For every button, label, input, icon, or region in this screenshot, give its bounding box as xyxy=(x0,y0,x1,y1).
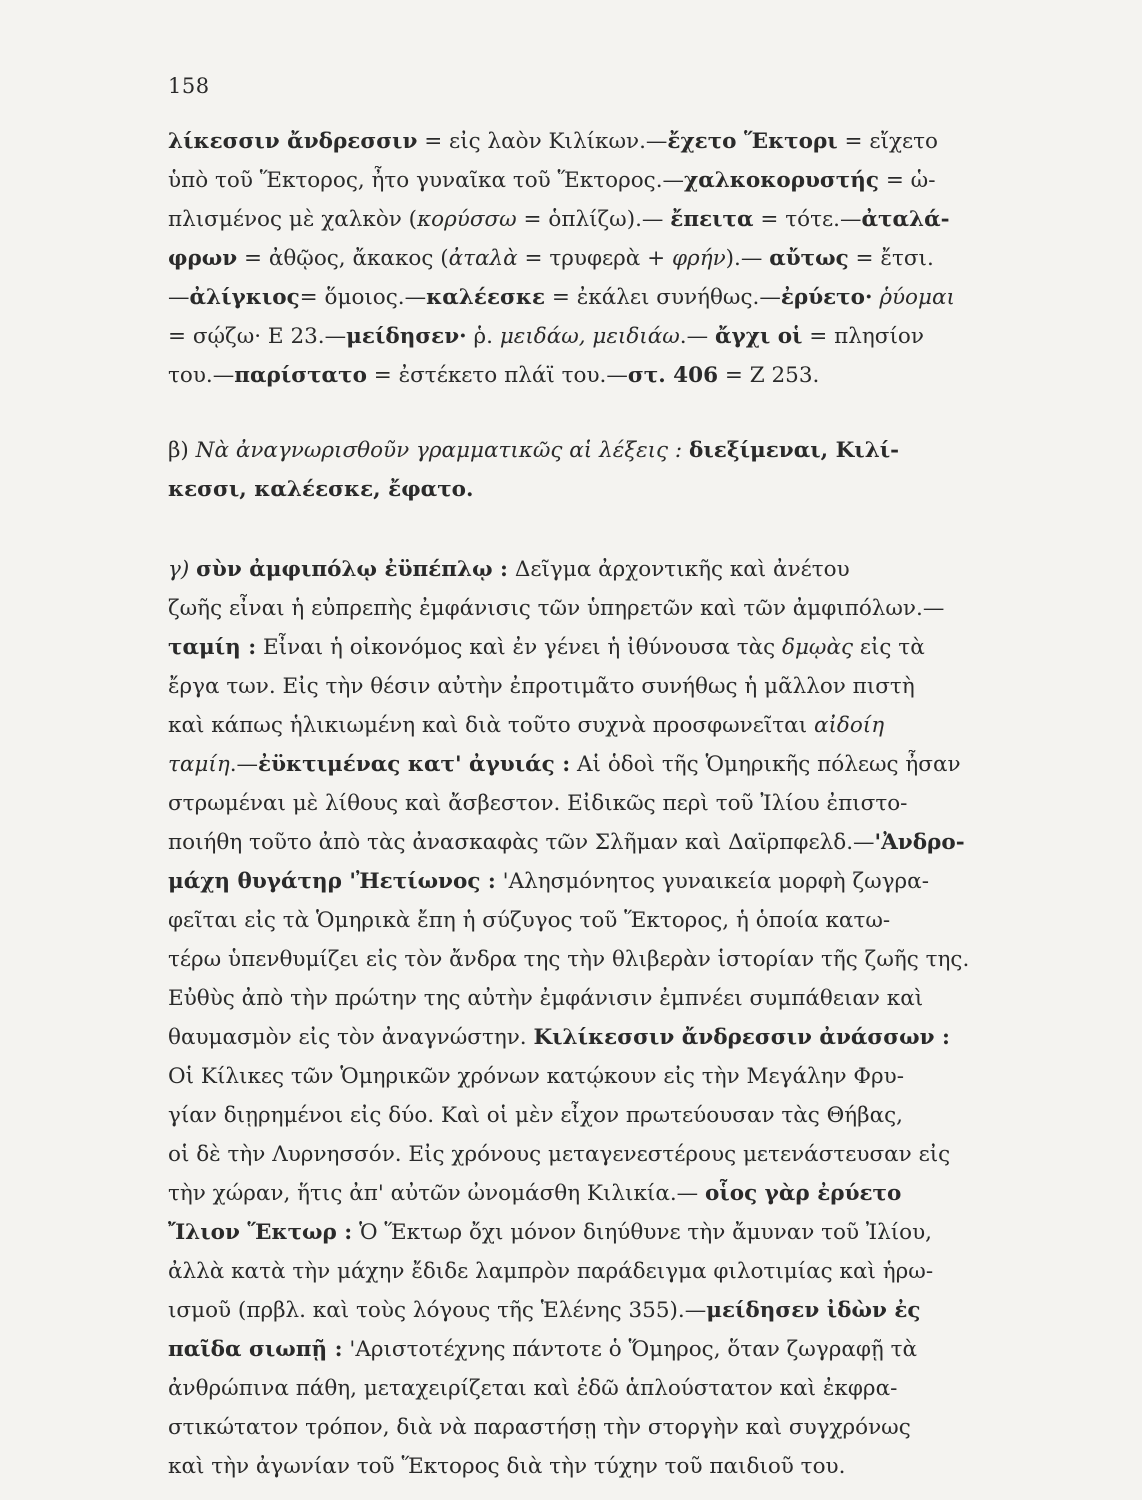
bold-term: ταμίη : xyxy=(168,635,257,660)
italic-text: κορύσσω xyxy=(417,207,517,232)
text-run: 'Αριστοτέχνης πάντοτε ὁ Ὅμηρος, ὅταν ζωγραφῇ τὰ xyxy=(342,1337,918,1362)
section-c-line xyxy=(168,750,990,780)
text-run: ποιήθη τοῦτο ἀπὸ τὰς ἀνασκαφὰς τῶν Σλῆμαν καὶ Δαϊρπφελδ.— xyxy=(168,830,875,855)
section-c-line xyxy=(168,1335,990,1365)
section-b-line xyxy=(168,475,990,505)
bold-term: 'Ἀνδρο- xyxy=(874,830,965,855)
section-c-line xyxy=(168,1140,990,1170)
section-c-line xyxy=(168,984,990,1014)
section-c-line xyxy=(168,1023,990,1053)
bold-term: Ἴλιον Ἕκτωρ : xyxy=(168,1220,353,1245)
text-run: = ἐστέκετο πλάϊ του.— xyxy=(366,363,628,388)
bold-term: παῖδα σιωπῇ : xyxy=(168,1337,343,1362)
text-run: Αἱ ὁδοὶ τῆς Ὁμηρικῆς πόλεως ἦσαν xyxy=(570,752,961,777)
text-run: ἀλλὰ κατὰ τὴν μάχην ἔδιδε λαμπρὸν παράδειγμα φιλοτιμίας καὶ ἡρω- xyxy=(168,1259,934,1284)
bold-term: φρων xyxy=(168,246,238,271)
text-run: ισμοῦ (πρβλ. καὶ τοὺς λόγους τῆς Ἑλένης 355).— xyxy=(168,1298,707,1323)
italic-text: αἰδοίη xyxy=(813,713,885,738)
bold-term: διεξίμεναι, Κιλί- xyxy=(689,438,900,463)
section-c-line xyxy=(168,1452,990,1482)
section-a-line xyxy=(168,361,990,391)
bold-term: καλέεσκε xyxy=(426,285,546,310)
text-run: στρωμέναι μὲ λίθους καὶ ἄσβεστον. Εἰδικῶς περὶ τοῦ Ἰλίου ἐπιστο- xyxy=(168,791,908,816)
text-run: ἔργα των. Εἰς τὴν θέσιν αὐτὴν ἐπροτιμᾶτο συνήθως ἡ μᾶλλον πιστὴ xyxy=(168,674,915,699)
text-run: Εὐθὺς ἀπὸ τὴν πρώτην της αὐτὴν ἐμφάνισιν ἐμπνέει συμπάθειαν καὶ xyxy=(168,986,924,1011)
italic-text: ῥύομαι xyxy=(879,285,955,310)
text-run: θαυμασμὸν εἰς τὸν ἀναγνώστην. xyxy=(168,1025,534,1050)
italic-text: φρήν xyxy=(672,246,726,271)
italic-text: ἀταλὰ xyxy=(448,246,518,271)
text-run: ἀνθρώπινα πάθη, μεταχειρίζεται καὶ ἐδῶ ἁπλούστατον καὶ ἐκφρα- xyxy=(168,1376,898,1401)
text-run: = ἐκάλει συνήθως.— xyxy=(545,285,781,310)
text-run: β) xyxy=(168,438,196,463)
bold-term: ἄγχι οἱ xyxy=(714,324,803,349)
text-run: γίαν διῃρημένοι εἰς δύο. Καὶ οἱ μὲν εἶχον πρωτεύουσαν τὰς Θήβας, xyxy=(168,1103,903,1128)
section-c-line xyxy=(168,711,990,741)
text-run: ὑπὸ τοῦ Ἕκτορος, ἦτο γυναῖκα τοῦ Ἕκτορος.— xyxy=(168,168,685,193)
text-run: = τότε.— xyxy=(753,207,862,232)
text-run: .— xyxy=(229,752,259,777)
section-c-line xyxy=(168,1101,990,1131)
italic-text: μειδάω, μειδιάω xyxy=(499,324,680,349)
text-run: 'Αλησμόνητος γυναικεία μορφὴ ζωγρα- xyxy=(495,869,929,894)
section-a-line xyxy=(168,283,990,313)
section-c-line xyxy=(168,789,990,819)
section-a-line xyxy=(168,244,990,274)
bold-term: χαλκοκορυστής xyxy=(684,168,879,193)
section-c-line xyxy=(168,594,990,624)
italic-text: γ) xyxy=(168,557,197,582)
text-run: φεῖται εἰς τὰ Ὁμηρικὰ ἔπη ἡ σύζυγος τοῦ Ἕκτορος, ἡ ὁποία κατω- xyxy=(168,908,891,933)
section-c-line xyxy=(168,1257,990,1287)
text-run: Εἶναι ἡ οἰκονόμος καὶ ἐν γένει ἡ ἰθύνουσα τὰς xyxy=(256,635,782,660)
bold-term: ἐϋκτιμένας κατ' ἀγυιάς : xyxy=(258,752,571,777)
bold-term: ἀλίγκιος xyxy=(189,285,300,310)
section-a-line xyxy=(168,322,990,352)
bold-term: ἔπειτα xyxy=(670,207,754,232)
text-run: τέρω ὑπενθυμίζει εἰς τὸν ἄνδρα της τὴν θλιβερὰν ἱστορίαν τῆς ζωῆς της. xyxy=(168,947,970,972)
bold-term: Κιλίκεσσιν ἄνδρεσσιν ἀνάσσων : xyxy=(533,1025,950,1050)
section-c-line xyxy=(168,1296,990,1326)
section-a-line xyxy=(168,166,990,196)
text-run: καὶ κάπως ἡλικιωμένη καὶ διὰ τοῦτο συχνὰ προσφωνεῖται xyxy=(168,713,814,738)
section-c-line xyxy=(168,1218,990,1248)
bold-term: ἐρύετο· xyxy=(780,285,873,310)
text-run: = σῴζω· Ε 23.— xyxy=(168,324,347,349)
section-c-line xyxy=(168,555,990,585)
italic-text: δμῳὰς xyxy=(782,635,854,660)
bold-term: σὺν ἀμφιπόλῳ ἐϋπέπλῳ : xyxy=(196,557,508,582)
section-a-line xyxy=(168,127,990,157)
bold-term: αὔτως xyxy=(769,246,849,271)
page-number: 158 xyxy=(168,74,210,98)
text-run: = ἀθῷος, ἄκακος ( xyxy=(237,246,449,271)
text-run: Δεῖγμα ἀρχοντικῆς καὶ ἀνέτου xyxy=(508,557,850,582)
section-c-line xyxy=(168,1374,990,1404)
text-run: Ὁ Ἕκτωρ ὄχι μόνον διηύθυνε τὴν ἄμυναν τοῦ Ἰλίου, xyxy=(352,1220,933,1245)
section-b-line xyxy=(168,436,990,466)
bold-term: μάχη θυγάτηρ 'Ἠετίωνος : xyxy=(168,869,496,894)
section-c-line xyxy=(168,672,990,702)
italic-text: Νὰ ἀναγνωρισθοῦν γραμματικῶς αἱ λέξεις : xyxy=(195,438,683,463)
text-run: του.— xyxy=(168,363,235,388)
text-run: = πλησίον xyxy=(802,324,924,349)
italic-text: ταμίη xyxy=(168,752,230,777)
bold-term: ἀταλά- xyxy=(861,207,950,232)
text-run: ῥ. xyxy=(466,324,500,349)
text-run: — xyxy=(168,285,190,310)
bold-term: παρίστατο xyxy=(234,363,367,388)
section-c-line xyxy=(168,828,990,858)
text-run: στικώτατον τρόπον, διὰ νὰ παραστήσῃ τὴν στοργὴν καὶ συγχρόνως xyxy=(168,1415,911,1440)
text-run: καὶ τὴν ἀγωνίαν τοῦ Ἕκτορος διὰ τὴν τύχην τοῦ παιδιοῦ του. xyxy=(168,1454,846,1479)
bold-term: οἷος γὰρ ἐρύετο xyxy=(705,1181,902,1206)
bold-term: λίκεσσιν ἄνδρεσσιν xyxy=(168,129,418,154)
text-run: = ἔτσι. xyxy=(848,246,934,271)
text-run: = ὡ- xyxy=(878,168,936,193)
text-run: = ὅμοιος.— xyxy=(299,285,427,310)
text-run: οἱ δὲ τὴν Λυρνησσόν. Εἰς χρόνους μεταγενεστέρους μετενάστευσαν εἰς xyxy=(168,1142,951,1167)
section-c-line xyxy=(168,867,990,897)
bold-term: μείδησεν ἰδὼν ἐς xyxy=(706,1298,921,1323)
text-run: Οἱ Κίλικες τῶν Ὁμηρικῶν χρόνων κατῴκουν εἰς τὴν Μεγάλην Φρυ- xyxy=(168,1064,905,1089)
bold-term: κεσσι, καλέεσκε, ἔφατο. xyxy=(168,477,474,502)
text-run xyxy=(682,438,689,463)
bold-term: μείδησεν· xyxy=(346,324,467,349)
text-run: .— xyxy=(679,324,715,349)
text-run: ζωῆς εἶναι ἡ εὐπρεπὴς ἐμφάνισις τῶν ὑπηρετῶν καὶ τῶν ἀμφιπόλων.— xyxy=(168,596,945,621)
section-c-line xyxy=(168,1413,990,1443)
text-run: πλισμένος μὲ χαλκὸν ( xyxy=(168,207,418,232)
text-run: = ὁπλίζω).— xyxy=(516,207,671,232)
text-run: εἰς τὰ xyxy=(853,635,925,660)
text-run: = εἰς λαὸν Κιλίκων.— xyxy=(417,129,668,154)
text-run: = τρυφερὰ + xyxy=(517,246,672,271)
section-c-line xyxy=(168,1179,990,1209)
section-a-line xyxy=(168,205,990,235)
section-c-line xyxy=(168,1062,990,1092)
section-c-line xyxy=(168,945,990,975)
section-c-line xyxy=(168,906,990,936)
text-run: ).— xyxy=(725,246,770,271)
section-c-line xyxy=(168,633,990,663)
text-run: = Ζ 253. xyxy=(718,363,820,388)
bold-term: στ. 406 xyxy=(627,363,719,388)
bold-term: ἔχετο Ἕκτορι xyxy=(667,129,838,154)
text-run: = εἴχετο xyxy=(837,129,938,154)
text-run: τὴν χώραν, ἥτις ἀπ' αὐτῶν ὠνομάσθη Κιλικία.— xyxy=(168,1181,706,1206)
